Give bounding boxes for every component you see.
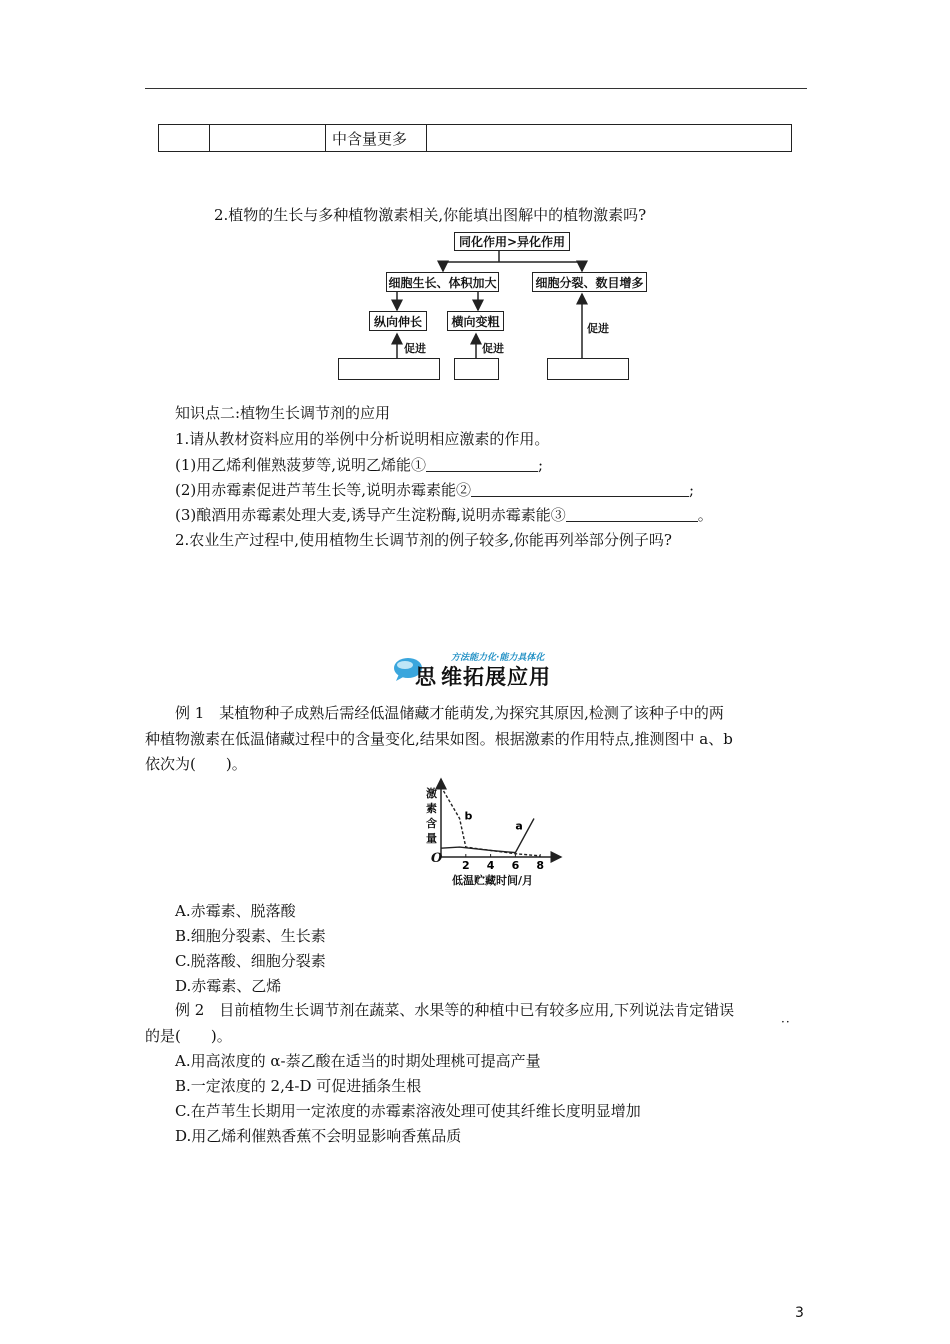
question-text: 1.请从教材资料应用的举例中分析说明相应激素的作用。 — [175, 430, 550, 448]
x-tick-label: 8 — [536, 859, 545, 872]
emphasis-dots: ·· — [781, 1015, 791, 1029]
option-b[interactable]: B.一定浓度的 2,4-D 可促进插条生根 — [175, 1077, 422, 1095]
table-cell: 中含量更多 — [326, 125, 427, 152]
answer-box[interactable] — [454, 358, 499, 380]
answer-box[interactable] — [547, 358, 629, 380]
option-d[interactable]: D.用乙烯利催熟香蕉不会明显影响香蕉品质 — [175, 1127, 462, 1145]
example-1-line: 种植物激素在低温储藏过程中的含量变化,结果如图。根据激素的作用特点,推测图中 a、b — [145, 730, 733, 748]
page-number: 3 — [795, 1305, 804, 1321]
option-c[interactable]: C.在芦苇生长期用一定浓度的赤霉素溶液处理可使其纤维长度明显增加 — [175, 1102, 641, 1120]
chart-series-group — [441, 787, 540, 856]
promote-label: 促进 — [404, 342, 426, 355]
promote-label: 促进 — [587, 322, 609, 335]
example-1-line: 依次为( )。 — [145, 755, 247, 773]
fill-blank[interactable] — [566, 507, 698, 522]
series-label-b: b — [464, 809, 473, 823]
example-2-line: 例 2 目前植物生长调节剂在蔬菜、水果等的种植中已有较多应用,下列说法肯定错误 — [175, 1001, 735, 1019]
question-text: 2.农业生产过程中,使用植物生长调节剂的例子较多,你能再列举部分例子吗? — [175, 531, 672, 549]
node-elongation: 纵向伸长 — [369, 311, 427, 331]
hormone-flow-diagram — [0, 0, 950, 400]
option-d[interactable]: D.赤霉素、乙烯 — [175, 977, 282, 995]
option-c[interactable]: C.脱落酸、细胞分裂素 — [175, 952, 326, 970]
banner-subtitle: 方法能力化·能力具体化 — [451, 653, 545, 663]
node-cell-growth: 细胞生长、体积加大 — [386, 272, 499, 292]
option-a[interactable]: A.用高浓度的 α-萘乙酸在适当的时期处理桃可提高产量 — [175, 1052, 541, 1070]
chart-ylabel: 激素含量 — [426, 787, 437, 845]
x-tick-label: 6 — [511, 859, 520, 872]
chart-xlabel: 低温贮藏时间/月 — [452, 874, 534, 887]
series-line-a — [441, 819, 534, 853]
node-cell-division: 细胞分裂、数目增多 — [532, 272, 647, 292]
example-2-line: 的是( )。 — [145, 1027, 232, 1045]
answer-box[interactable] — [338, 358, 440, 380]
question-item-2: (2)用赤霉素促进芦苇生长等,说明赤霉素能② ; — [175, 481, 695, 499]
question-2: 2.植物的生长与多种植物激素相关,你能填出图解中的植物激素吗? — [214, 206, 647, 224]
series-label-a: a — [515, 819, 523, 833]
question-item-1: (1)用乙烯利催熟菠萝等,说明乙烯能① ; — [175, 456, 544, 474]
banner-title: 思 维拓展应用 — [415, 665, 551, 689]
question-item-3: (3)酿酒用赤霉素处理大麦,诱导产生淀粉酶,说明赤霉素能③ 。 — [175, 506, 713, 524]
x-tick-label: 4 — [486, 859, 495, 872]
chart-axes — [441, 779, 561, 872]
section-heading: 知识点二:植物生长调节剂的应用 — [175, 404, 391, 422]
option-b[interactable]: B.细胞分裂素、生长素 — [175, 927, 326, 945]
x-tick-label: 2 — [461, 859, 470, 872]
promote-label: 促进 — [482, 342, 504, 355]
example-1-line: 例 1 某植物种子成熟后需经低温储藏才能萌发,为探究其原因,检测了该种子中的两 — [175, 704, 724, 722]
series-line-b — [441, 787, 540, 856]
node-anabolism: 同化作用>异化作用 — [454, 232, 570, 251]
chart-origin: O — [431, 851, 443, 866]
node-thickening: 横向变粗 — [447, 311, 504, 331]
fill-blank[interactable] — [426, 457, 538, 472]
option-a[interactable]: A.赤霉素、脱落酸 — [175, 902, 296, 920]
fill-blank[interactable] — [471, 482, 689, 497]
